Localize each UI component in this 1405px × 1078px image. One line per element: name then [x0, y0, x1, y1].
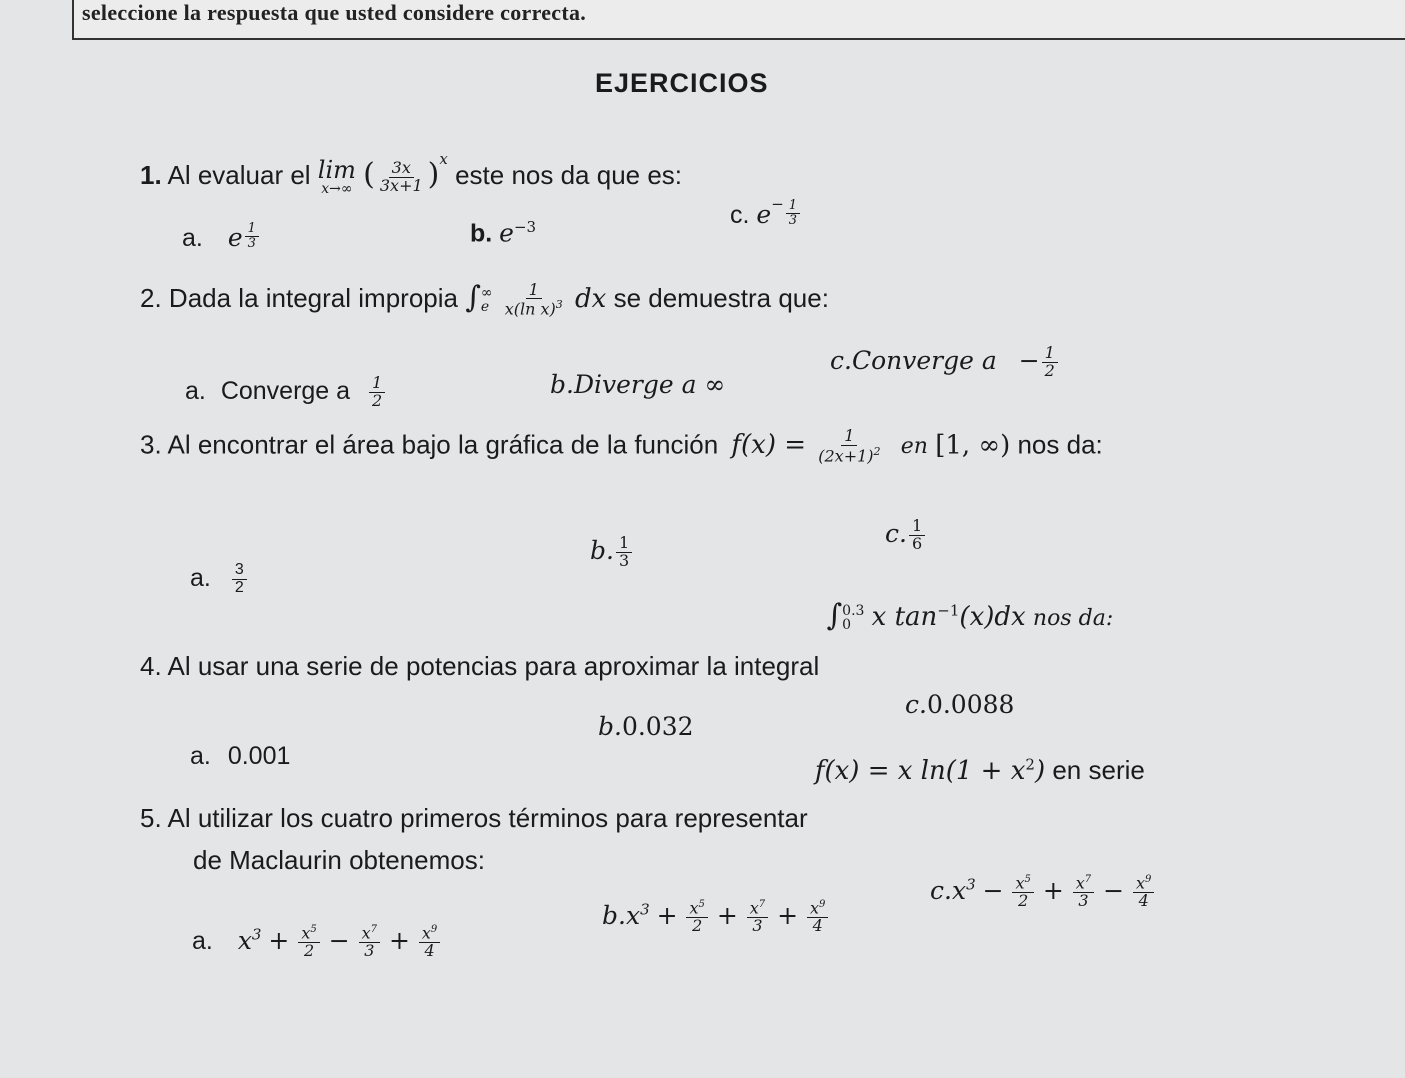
question-4: 4. Al usar una serie de potencias para aproximar la integral ∫ 0.3 0 x $\tan^{-1}(x)dx$ nos da:	[140, 598, 1114, 681]
page-title: EJERCICIOS	[595, 68, 769, 98]
question-3: 3. Al encontrar el área bajo la gráfica de la función f(x) = $\frac{1}{(2x+1)^2}$ en [1, ∞) nos da:	[140, 426, 1103, 466]
q3-option-a[interactable]: a. $\frac{3}{2}$	[190, 562, 249, 597]
question-5-line-2: de Maclaurin obtenemos:	[193, 845, 485, 875]
instructions-text: seleccione la respuesta que usted considere correcta.	[82, 0, 587, 25]
q1-fraction: $\frac{3x}{3x+1}$	[379, 157, 423, 195]
q1-option-b[interactable]: b. $e^{-3}$	[470, 218, 537, 248]
q3-option-b[interactable]: b. $\frac{1}{3}$	[590, 535, 634, 570]
q3-option-c[interactable]: c. $\frac{1}{6}$	[885, 518, 927, 553]
q4-option-c[interactable]: c.0.0088	[905, 690, 1015, 719]
q5-option-a[interactable]: a. $x^3$ + $\frac{x^5}{2}$ − $\frac{x^7}{3}$ + $\frac{x^9}{4}$	[192, 925, 442, 960]
question-2: 2. Dada la integral impropia ∫ ∞ e $\frac{1}{x(\ln x)^3}$ dx se demuestra que:	[140, 279, 829, 319]
q2-fraction: $\frac{1}{x(\ln x)^3}$	[504, 279, 563, 319]
q5-option-b[interactable]: $b.x^3$ + $\frac{x^5}{2}$ + $\frac{x^7}{3}$ + $\frac{x^9}{4}$	[602, 900, 830, 935]
instructions-box	[72, 0, 1405, 40]
q1-option-a[interactable]: a. e $\frac{1}{3}$	[182, 222, 261, 253]
question-1: 1. Al evaluar el lim x→∞ ( $\frac{3x}{3x+1}$ )$^x$ este nos da que es:	[140, 150, 683, 198]
question-5: 5. Al utilizar los cuatro primeros términos para representar f(x) = x $\ln(1 + x^2)$ en serie	[140, 755, 1145, 833]
q1-option-c[interactable]: c. e− $\frac{1}{3}$	[730, 195, 802, 230]
q4-option-b[interactable]: b.0.032	[598, 712, 694, 741]
q2-option-b[interactable]: b.Diverge a ∞	[550, 370, 726, 399]
q5-option-c[interactable]: $c.x^3$ − $\frac{x^5}{2}$ + $\frac{x^7}{3}$ − $\frac{x^9}{4}$	[930, 875, 1156, 910]
limit-operator: lim x→∞	[317, 156, 356, 198]
q3-fraction: $\frac{1}{(2x+1)^2}$	[818, 426, 881, 466]
q2-option-a[interactable]: a. Converge a $\frac{1}{2}$	[185, 375, 387, 410]
q4-option-a[interactable]: a. 0.001	[190, 742, 291, 770]
q2-option-c[interactable]: c.Converge a − $\frac{1}{2}$	[830, 345, 1060, 380]
